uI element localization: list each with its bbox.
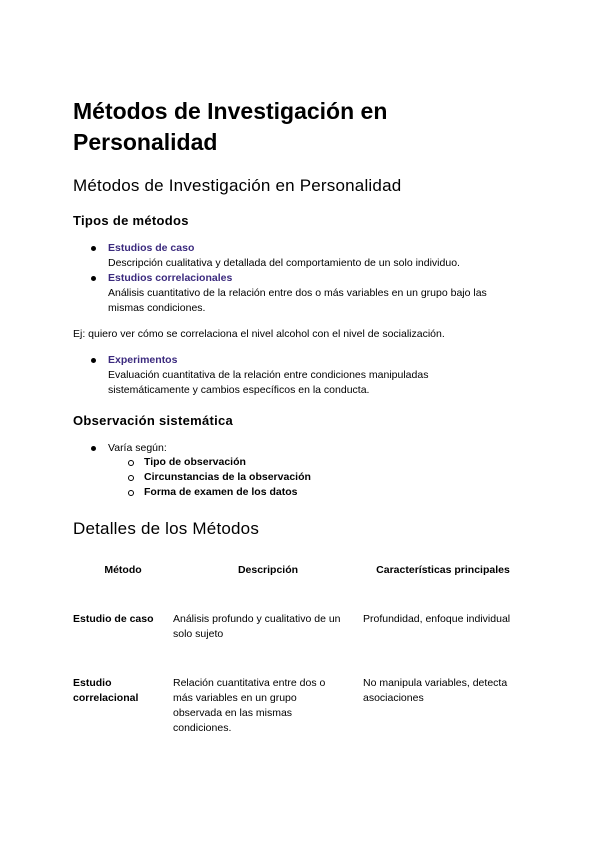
subheading-method-types: Tipos de métodos <box>73 213 189 228</box>
section-heading-methods: Métodos de Investigación en Personalidad <box>73 176 402 195</box>
term-experiments: Experimentos <box>108 354 178 366</box>
header-method: Método <box>104 564 142 576</box>
varies-intro: Varía según: <box>108 442 167 454</box>
circle-bullet-icon <box>128 460 134 466</box>
header-description: Descripción <box>237 564 299 576</box>
bullet-icon <box>91 246 96 251</box>
section-heading-details: Detalles de los Métodos <box>73 519 260 538</box>
desc-case-studies: Descripción cualitativa y detallada del comportamiento de un solo individuo. <box>108 257 460 269</box>
cell-method: Estudio correlacional <box>73 677 139 704</box>
table-row <box>73 584 523 676</box>
term-correlational: Estudios correlacionales <box>108 272 233 284</box>
methods-table <box>73 556 523 736</box>
example-text: Ej: quiero ver cómo se correlaciona el nivel alcohol con el nivel de socialización. <box>73 328 445 340</box>
header-characteristics: Características principales <box>376 564 510 576</box>
table-header-row <box>73 556 523 584</box>
bullet-icon <box>91 358 96 363</box>
circle-bullet-icon <box>128 490 134 496</box>
cell-method: Estudio de caso <box>73 613 154 625</box>
desc-experiments: Evaluación cuantitativa de la relación entre condiciones manipuladas sistemáticamente y cambios específicos en la conducta. <box>108 369 429 396</box>
cell-description: Análisis profundo y cualitativo de un solo sujeto <box>173 613 341 640</box>
subheading-systematic-observation: Observación sistemática <box>73 413 234 428</box>
bullet-icon <box>91 446 96 451</box>
cell-characteristics: Profundidad, enfoque individual <box>363 613 511 625</box>
cell-characteristics: No manipula variables, detecta asociaciones <box>363 677 508 704</box>
subitem-observation-circumstances: Circunstancias de la observación <box>144 471 311 483</box>
desc-correlational: Análisis cuantitativo de la relación entre dos o más variables en un grupo bajo las mismas condiciones. <box>108 287 487 314</box>
list-item-correlational <box>108 271 518 316</box>
list-item-case-studies <box>108 241 528 271</box>
circle-bullet-icon <box>128 475 134 481</box>
list-item-experiments <box>108 353 438 398</box>
subitem-data-examination: Forma de examen de los datos <box>144 486 298 498</box>
cell-description: Relación cuantitativa entre dos o más variables en un grupo observada en las mismas condiciones. <box>173 677 326 734</box>
bullet-icon <box>91 276 96 281</box>
subitem-observation-type: Tipo de observación <box>144 456 246 468</box>
term-case-studies: Estudios de caso <box>108 242 195 254</box>
table-row <box>73 676 523 736</box>
document-title: Métodos de Investigación en Personalidad <box>73 98 388 155</box>
